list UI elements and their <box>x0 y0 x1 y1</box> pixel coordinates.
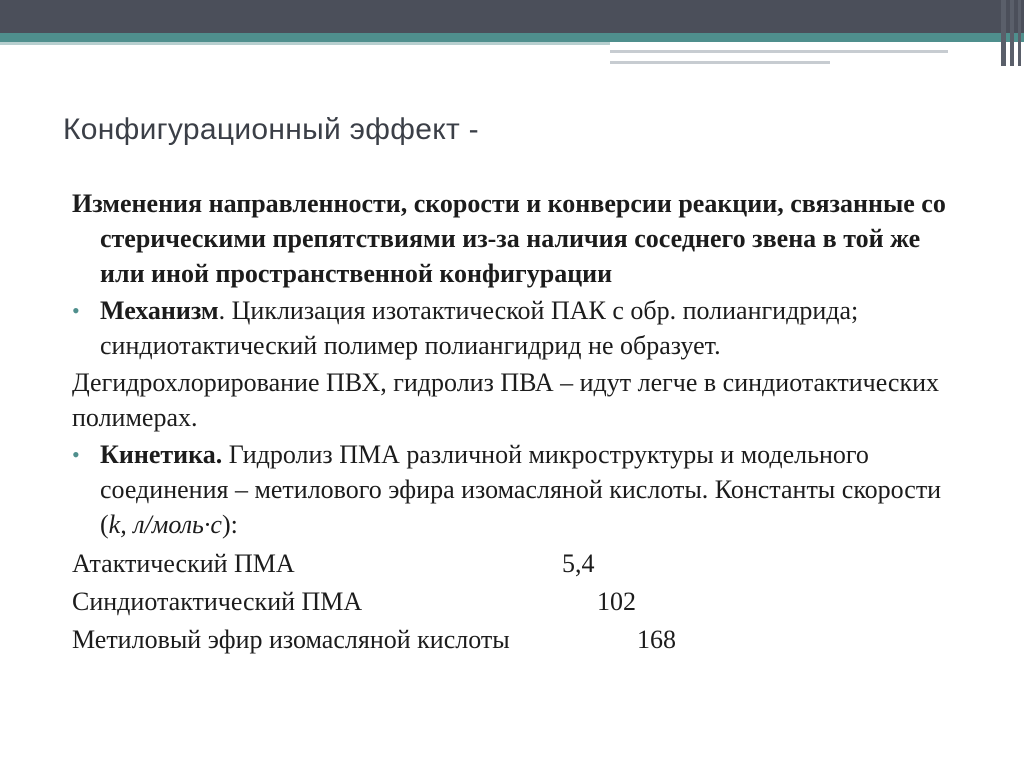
bullet-icon: • <box>72 442 80 467</box>
header-gray-stripe-short <box>610 61 830 64</box>
rate-label: Атактический ПМА <box>72 549 295 578</box>
header-accent-stripe <box>0 33 1024 42</box>
rate-label: Метиловый эфир изомасляной кислоты <box>72 625 510 654</box>
bullet-mechanism <box>72 293 952 363</box>
bullet-term: Кинетика. <box>100 440 223 469</box>
slide-content <box>72 186 952 660</box>
rate-value: 5,4 <box>562 549 595 578</box>
rate-row <box>72 584 952 622</box>
bullet-term: Механизм <box>100 296 219 325</box>
bullet-icon: • <box>72 298 80 323</box>
header-side-bar <box>1001 0 1006 66</box>
header-side-bar <box>1010 0 1014 66</box>
rate-units: k, л/моль·с <box>108 510 222 539</box>
definition-paragraph: Изменения направленности, скорости и конверсии реакции, связанные со стерическими препятствиями из-за наличия соседнего звена в той же или иной пространственной конфигурации <box>72 189 946 288</box>
bullet-text: Гидролиз ПМА различной микроструктуры и модельного соединения – метилового эфира изомасляной кислоты. Константы скорости ( <box>100 440 942 539</box>
rate-label: Синдиотактический ПМА <box>72 587 363 616</box>
header-side-bar <box>1018 0 1021 66</box>
header-bar <box>0 0 1024 33</box>
header-gray-stripe <box>610 50 948 53</box>
rate-value: 102 <box>597 587 636 616</box>
extra-paragraph: Дегидрохлорирование ПВХ, гидролиз ПВА – идут легче в синдиотактических полимерах. <box>72 368 939 432</box>
bullet-text-end: ): <box>221 510 238 539</box>
rate-row <box>72 622 952 660</box>
bullet-kinetics <box>72 437 952 542</box>
rate-row <box>72 546 952 584</box>
rate-value: 168 <box>637 625 676 654</box>
slide-title: Конфигурационный эффект - <box>63 113 479 146</box>
bullet-text: . Циклизация изотактической ПАК с обр. полиангидрида; синдиотактический полимер полиангидрид не образует. <box>100 296 859 360</box>
header-light-stripe <box>0 42 610 45</box>
